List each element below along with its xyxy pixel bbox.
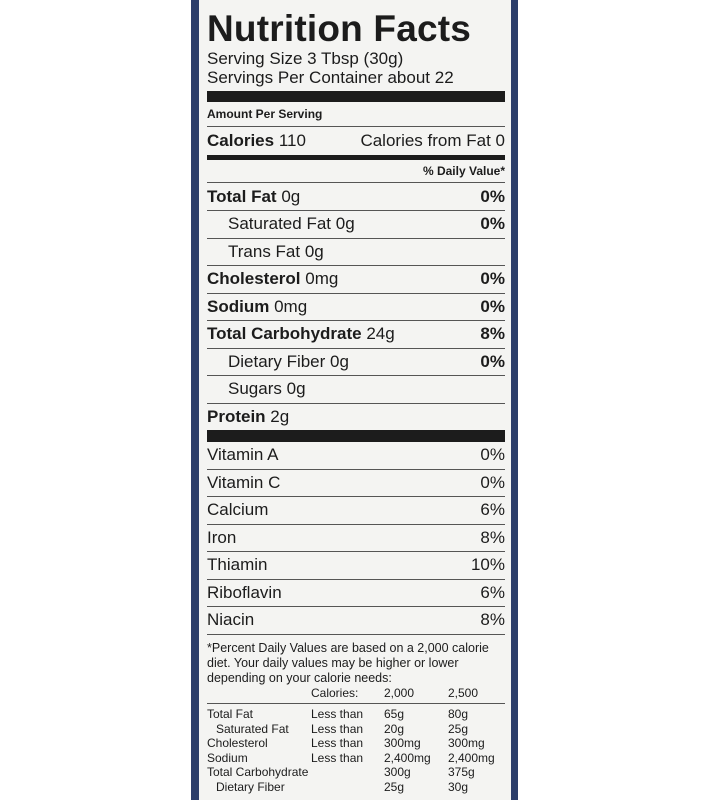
- daily-value-header: [207, 160, 505, 183]
- nutrition-label-content: [207, 0, 505, 794]
- footnote-table-cell: 300mg: [384, 736, 421, 750]
- vitamin-daily-value: 8%: [480, 527, 505, 547]
- footnote-header-cell: 2,500: [448, 685, 479, 700]
- vitamin-row: [207, 525, 505, 553]
- footnote-table-row: [207, 707, 505, 722]
- nutrient-name-cell: [207, 242, 324, 262]
- footnote-table-cell: 300g: [384, 765, 411, 779]
- daily-value-header-text: % Daily Value*: [422, 164, 505, 178]
- footnote-table-cell: Saturated Fat: [216, 721, 289, 736]
- footnote-table-cell: 65g: [384, 707, 405, 721]
- amount-per-serving-text: Amount Per Serving: [207, 107, 323, 121]
- footnote-table-cell: Less than: [311, 736, 364, 750]
- label-title: Nutrition Facts: [207, 8, 472, 49]
- footnote-table-cell: Dietary Fiber: [216, 779, 285, 794]
- calories-label: Calories: [207, 131, 275, 150]
- vitamin-row: [207, 497, 505, 525]
- footnote-header-cell: 2,000: [384, 685, 415, 700]
- footnote-table-cell: Less than: [311, 707, 364, 721]
- nutrient-name-cell: [207, 379, 306, 399]
- footnote-table-cell: 300mg: [448, 736, 485, 750]
- thick-divider: [207, 91, 505, 102]
- vitamin-daily-value: 10%: [470, 555, 505, 575]
- nutrient-name-cell: [207, 407, 289, 427]
- footnote-table-row: [207, 722, 505, 737]
- footnote-table-cell: [311, 780, 384, 795]
- nutrient-amount: 0mg: [274, 296, 308, 316]
- nutrient-amount: 0g: [286, 379, 306, 399]
- nutrient-label: Trans Fat: [228, 241, 301, 261]
- nutrient-label: Total Carbohydrate: [207, 324, 362, 344]
- footnote-table-cell: 375g: [448, 765, 475, 779]
- nutrient-row: [207, 239, 505, 267]
- servings-per-container: Servings Per Container about 22: [207, 68, 454, 87]
- footnote-line: diet. Your daily values may be higher or lower: [207, 655, 459, 670]
- footnote-table-row: [207, 751, 505, 766]
- footnote-line: *Percent Daily Values are based on a 2,000 calorie: [207, 640, 489, 655]
- footnote-table-cell: [311, 765, 384, 780]
- serving-size: Serving Size 3 Tbsp (30g): [207, 49, 404, 68]
- footnote-table-cell: Total Fat: [207, 707, 254, 721]
- vitamin-daily-value: 0%: [480, 445, 505, 465]
- nutrient-amount: 24g: [366, 324, 395, 344]
- nutrient-label: Protein: [207, 406, 266, 426]
- footnote-table-cell: Cholesterol: [207, 736, 268, 750]
- footnote-table-cell: Sodium: [207, 750, 248, 765]
- footnote-table-cell: 25g: [384, 779, 405, 794]
- vitamin-row: [207, 442, 505, 470]
- footnote-table-header: [207, 686, 505, 701]
- nutrient-label: Dietary Fiber: [228, 351, 326, 371]
- nutrient-daily-value: 8%: [480, 324, 505, 344]
- footnote-table-cell: 30g: [448, 779, 469, 794]
- vitamin-row: [207, 470, 505, 498]
- nutrient-row: [207, 266, 505, 294]
- vitamin-label: Calcium: [207, 500, 269, 520]
- vitamin-list: [207, 442, 505, 635]
- nutrient-amount: 0g: [335, 214, 355, 234]
- footnote-line: depending on your calorie needs:: [207, 670, 392, 685]
- nutrient-label: Sodium: [207, 296, 270, 316]
- nutrient-label: Cholesterol: [207, 269, 301, 289]
- nutrient-name-cell: [207, 324, 395, 344]
- vitamin-daily-value: 0%: [480, 472, 505, 492]
- nutrient-label: Saturated Fat: [228, 214, 332, 234]
- nutrient-daily-value: 0%: [480, 351, 505, 371]
- footnote-table-cell: 2,400mg: [448, 750, 495, 765]
- nutrient-row: [207, 404, 505, 431]
- footnote-header-cell: [207, 686, 311, 701]
- nutrient-label: Total Fat: [207, 186, 277, 206]
- nutrient-row: [207, 376, 505, 404]
- nutrient-name-cell: [207, 214, 355, 234]
- nutrient-daily-value: 0%: [480, 186, 505, 206]
- nutrient-daily-value: 0%: [480, 269, 505, 289]
- nutrient-amount: 0g: [330, 351, 349, 371]
- vitamin-label: Vitamin A: [207, 445, 279, 465]
- vitamin-label: Iron: [207, 527, 237, 547]
- nutrient-amount: 0g: [281, 186, 301, 206]
- footnote-table-row: [207, 765, 505, 780]
- vitamin-row: [207, 580, 505, 608]
- nutrient-daily-value: 0%: [480, 296, 505, 316]
- nutrient-daily-value: 0%: [480, 214, 505, 234]
- footnote-table-cell: 25g: [448, 721, 469, 736]
- footnote-table-cell: Less than: [311, 750, 364, 765]
- nutrient-list: [207, 183, 505, 430]
- nutrient-row: [207, 349, 505, 377]
- vitamin-row: [207, 607, 505, 635]
- footnote-table-divider: [207, 703, 505, 704]
- vitamin-label: Vitamin C: [207, 472, 281, 492]
- footnote-table-row: [207, 780, 505, 795]
- nutrient-name-cell: [207, 187, 300, 207]
- footnote-table-cell: Less than: [311, 721, 364, 736]
- nutrient-name-cell: [207, 269, 338, 289]
- nutrient-row: [207, 183, 505, 211]
- footnote-table-cell: 2,400mg: [384, 750, 431, 765]
- vitamin-label: Riboflavin: [207, 582, 282, 602]
- footnote: [207, 641, 505, 686]
- mid-divider: [207, 430, 505, 442]
- footnote-table: [207, 686, 505, 795]
- calories-cell: [207, 131, 306, 151]
- footnote-table-row: [207, 736, 505, 751]
- nutrient-label: Sugars: [228, 379, 282, 399]
- nutrient-name-cell: [207, 352, 349, 372]
- vitamin-daily-value: 6%: [480, 500, 505, 520]
- footnote-header-cell: Calories:: [311, 685, 359, 700]
- vitamin-label: Niacin: [207, 610, 255, 630]
- calories-row: [207, 127, 505, 160]
- footnote-table-cell: 20g: [384, 721, 405, 736]
- amount-per-serving: [207, 102, 505, 127]
- nutrient-row: [207, 211, 505, 239]
- nutrient-row: [207, 294, 505, 322]
- vitamin-daily-value: 8%: [480, 610, 505, 630]
- footnote-table-cell: Total Carbohydrate: [207, 765, 309, 779]
- nutrient-amount: 2g: [270, 406, 290, 426]
- nutrient-row: [207, 321, 505, 349]
- vitamin-label: Thiamin: [207, 555, 268, 575]
- calories-value: 110: [278, 131, 306, 150]
- footnote-table-cell: 80g: [448, 707, 469, 721]
- nutrient-amount: 0g: [304, 241, 324, 261]
- vitamin-row: [207, 552, 505, 580]
- nutrient-amount: 0mg: [305, 269, 339, 289]
- nutrient-name-cell: [207, 297, 307, 317]
- nutrition-label: [199, 0, 511, 800]
- calories-from-fat: Calories from Fat 0: [360, 131, 505, 150]
- vitamin-daily-value: 6%: [480, 582, 505, 602]
